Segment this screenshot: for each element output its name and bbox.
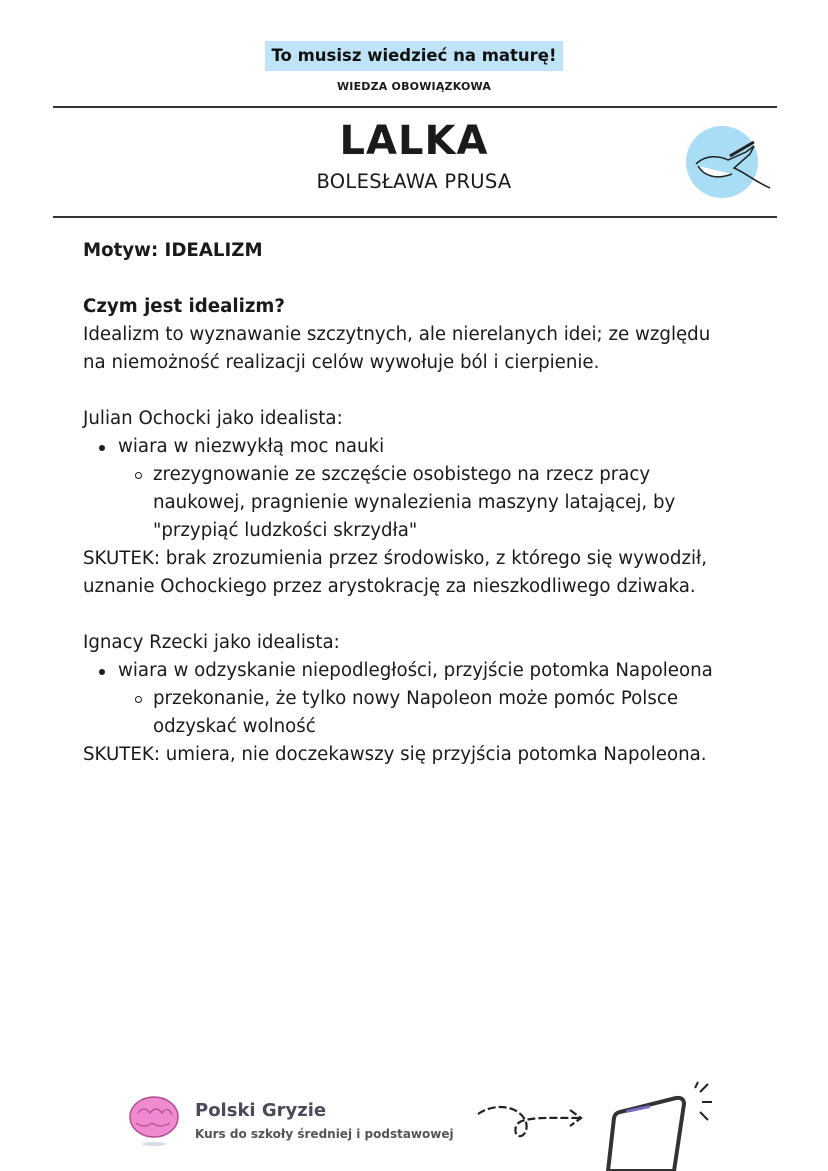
highlight-banner: To musisz wiedzieć na maturę! (265, 41, 563, 71)
sub-bullet-line: odzyskać wolność (153, 716, 316, 737)
section-heading: Ignacy Rzecki jako idealista: (83, 632, 340, 653)
definition-line: Idealizm to wyznawanie szczytnych, ale nierelanych idei; ze względu (83, 324, 711, 345)
effect-line: SKUTEK: brak zrozumienia przez środowisko, z którego się wywodził, (83, 548, 707, 569)
brain-icon (128, 1095, 184, 1151)
sub-bullet-line: naukowej, pragnienie wynalezienia maszyny latającej, by (153, 492, 676, 513)
arrow-icon (470, 1100, 590, 1145)
hand-writing-icon (686, 126, 772, 198)
sub-bullet-item: przekonanie, że tylko nowy Napoleon może pomóc Polsce (83, 685, 783, 713)
circle-bullet-icon (135, 696, 142, 703)
bullet-item: wiara w niezwykłą moc nauki (83, 433, 783, 461)
sub-bullet-item: zrezygnowanie ze szczęście osobistego na rzecz pracy (83, 461, 783, 489)
divider (53, 216, 777, 218)
brand-tagline: Kurs do szkoły średniej i podstawowej (195, 1127, 454, 1141)
subtitle: WIEDZA OBOWIĄZKOWA (336, 80, 492, 93)
effect-line: uznanie Ochockiego przez arystokrację za nieszkodliwego dziwaka. (83, 576, 696, 597)
bullet-item: wiara w odzyskanie niepodległości, przyjście potomka Napoleona (83, 657, 783, 685)
author: BOLESŁAWA PRUSA (316, 170, 512, 193)
phone-icon (600, 1080, 725, 1171)
brand-name: Polski Gryzie (195, 1100, 327, 1121)
document-body (83, 237, 783, 769)
circle-bullet-icon (135, 472, 142, 479)
question-heading: Czym jest idealizm? (83, 296, 285, 317)
motif-heading: Motyw: IDEALIZM (83, 240, 263, 261)
sub-bullet-line: "przypiąć ludzkości skrzydła" (153, 520, 418, 541)
definition-line: na niemożność realizacji celów wywołuje ból i cierpienie. (83, 352, 600, 373)
section-heading: Julian Ochocki jako idealista: (83, 408, 343, 429)
divider (53, 106, 777, 108)
page-title: LALKA (339, 118, 489, 164)
effect-line: SKUTEK: umiera, nie doczekawszy się przyjścia potomka Napoleona. (83, 744, 707, 765)
